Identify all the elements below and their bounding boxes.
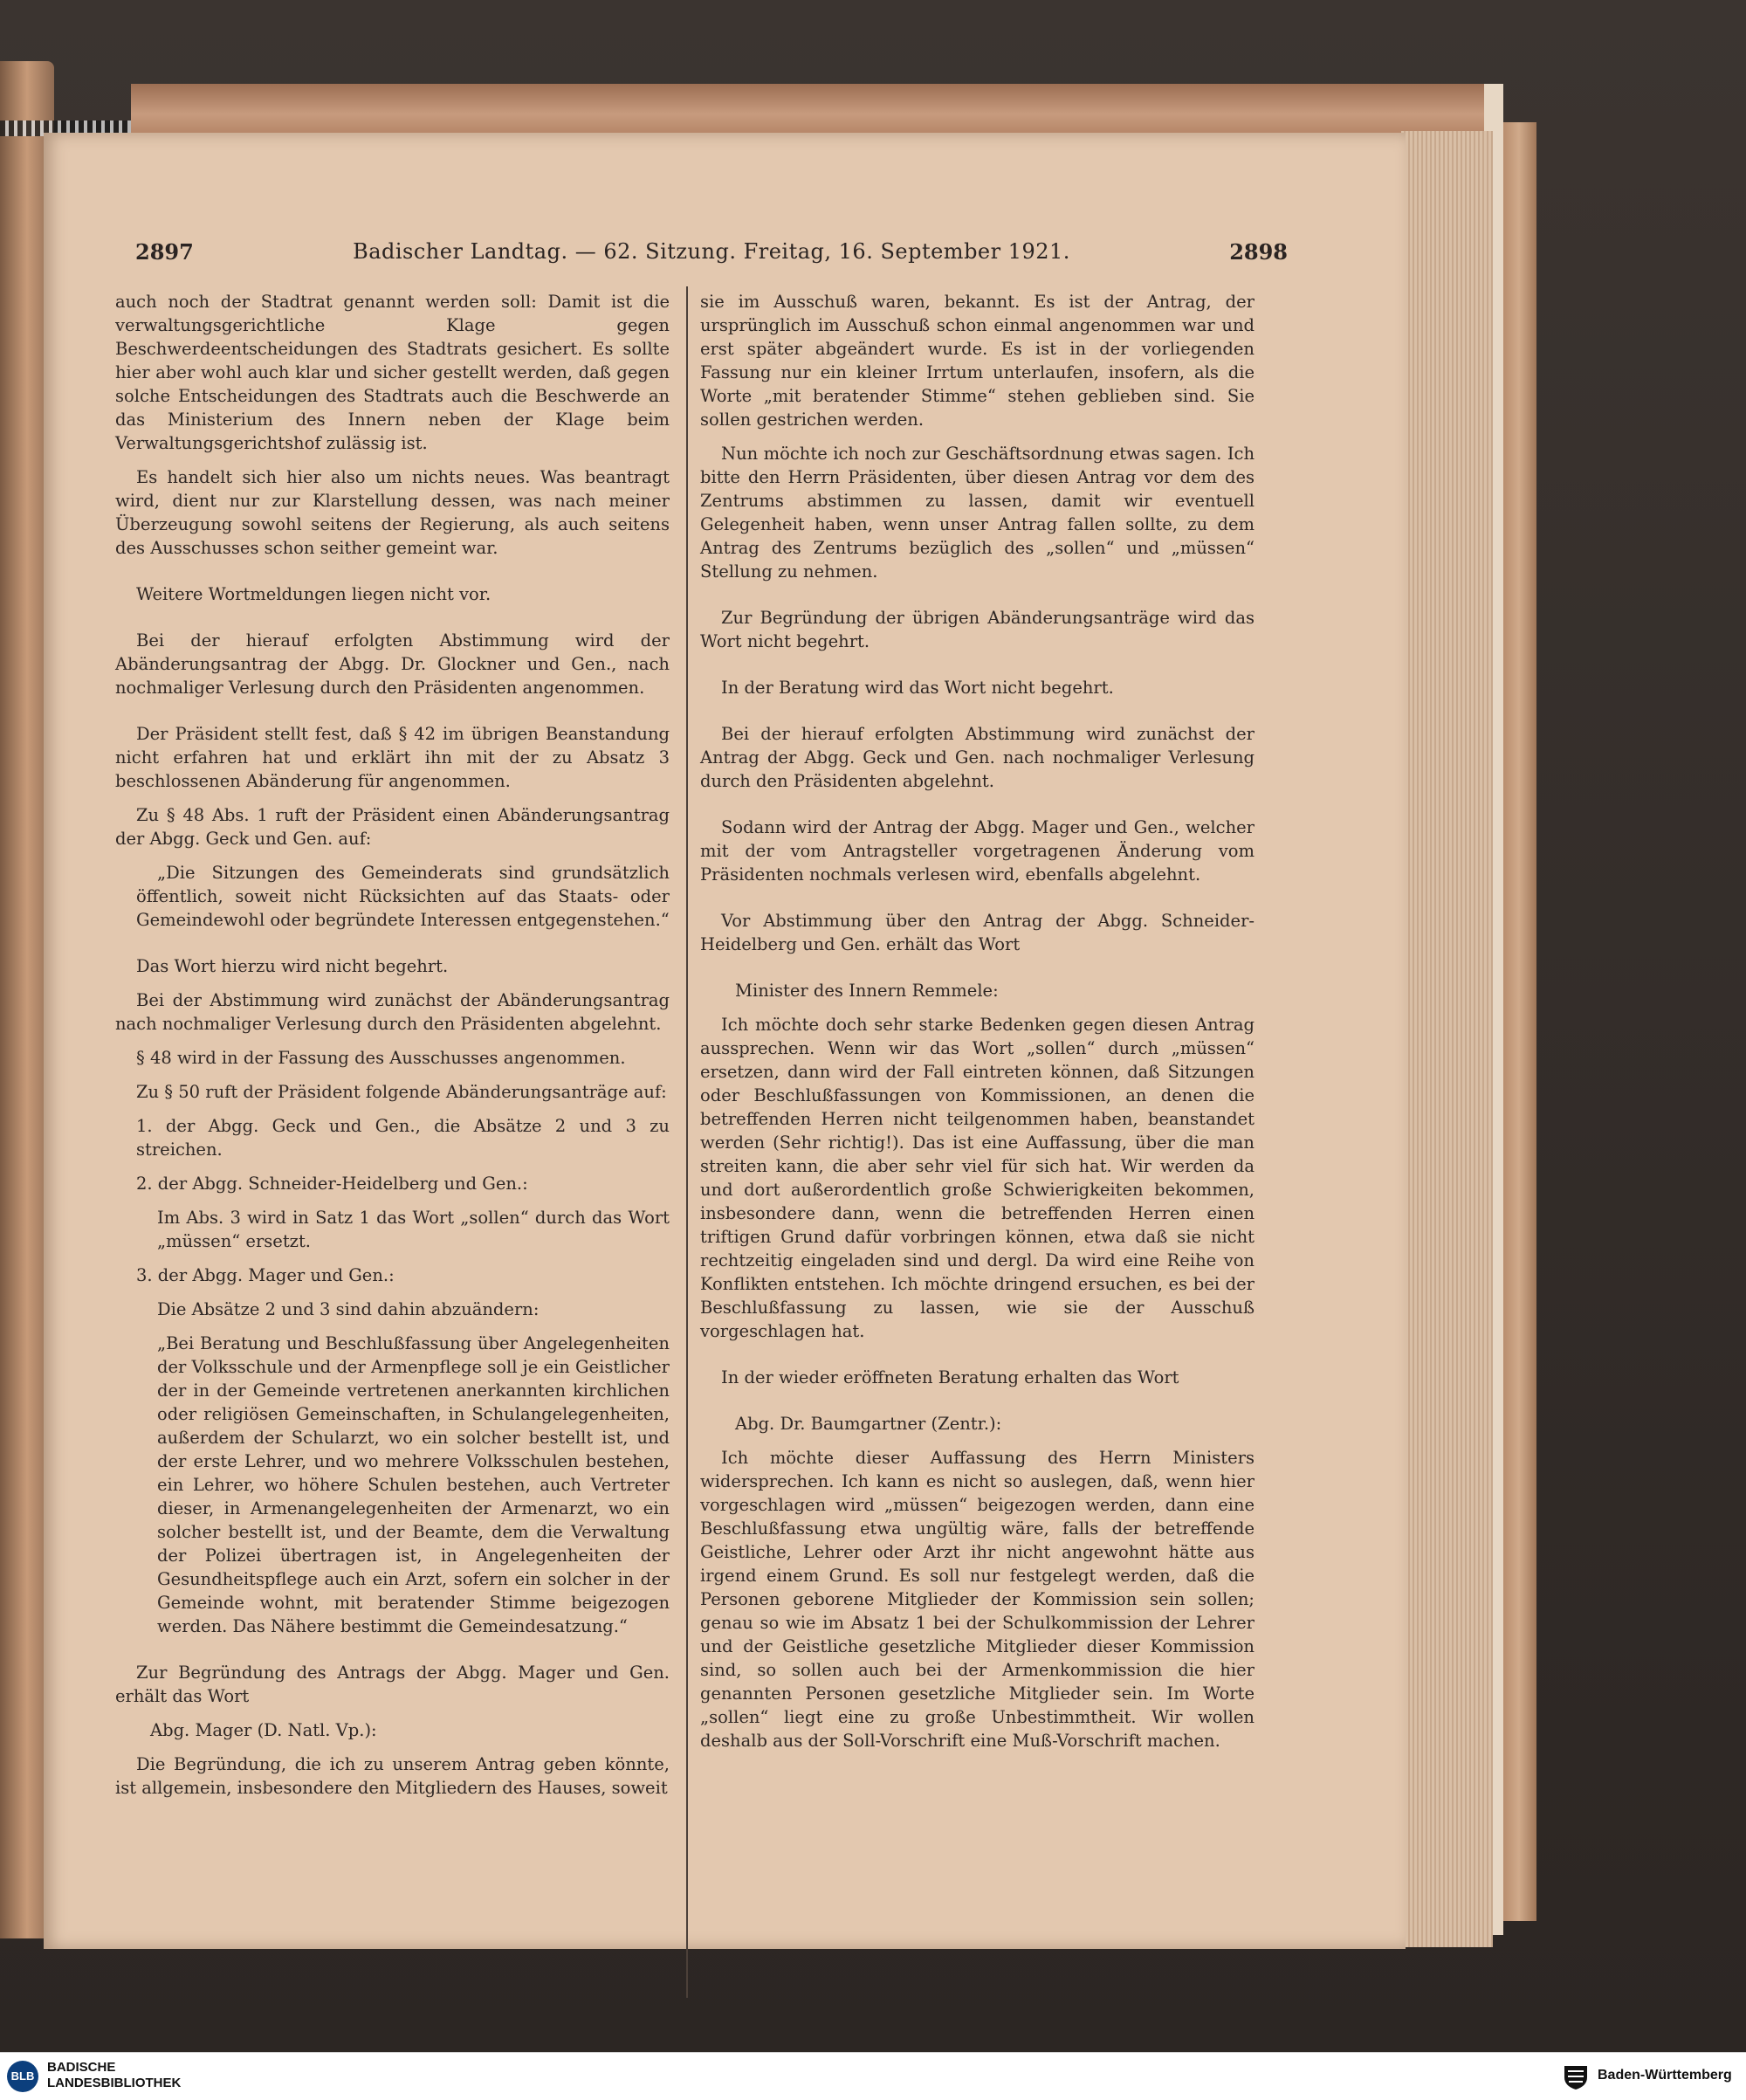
page-stack-edge	[1401, 131, 1493, 1947]
paragraph: Das Wort hierzu wird nicht begehrt.	[136, 956, 449, 976]
paragraph: In der Beratung wird das Wort nicht begehrt.	[721, 678, 1114, 698]
paragraph: Die Begründung, die ich zu unserem Antrag geben könnte, ist allgemein, insbesondere den Mitgliedern des Hauses, soweit	[115, 1754, 670, 1798]
paragraph: Zu § 48 Abs. 1 ruft der Präsident einen Abänderungsantrag der Abgg. Geck und Gen. auf:	[115, 805, 670, 849]
library-name[interactable]	[47, 2060, 181, 2091]
quoted-amendment: „Die Sitzungen des Gemeinderats sind grundsätzlich öffentlich, soweit nicht Rücksichten auf das Staats- oder Gemeindewohl oder begründete Interessen entgegenstehen.“	[136, 863, 670, 930]
column-divider	[686, 286, 688, 1998]
paragraph: Nun möchte ich noch zur Geschäftsordnung etwas sagen. Ich bitte den Herrn Präsidenten, über diesen Antrag vor dem des Zentrums abstimmen zu lassen, damit wir eventuell Gelegenheit haben, wenn unser Antrag fallen sollte, zu dem Antrag des Zentrums bezüglich des „sollen“ und „müssen“ Stellung zu nehmen.	[700, 444, 1255, 582]
paragraph: Bei der Abstimmung wird zunächst der Abänderungsantrag nach nochmaliger Verlesung durch den Präsidenten abgelehnt.	[115, 990, 670, 1034]
state-name[interactable]: Baden-Württemberg	[1598, 2068, 1732, 2083]
paragraph: Zur Begründung der übrigen Abänderungsanträge wird das Wort nicht begehrt.	[700, 608, 1255, 651]
paragraph: Sodann wird der Antrag der Abgg. Mager und Gen., welcher mit der vom Antragsteller vorgetragenen Änderung vom Präsidenten nochmals verlesen wird, ebenfalls abgelehnt.	[700, 817, 1255, 885]
list-item: 3. der Abgg. Mager und Gen.:	[136, 1265, 395, 1285]
book-top-edge	[131, 84, 1493, 134]
paragraph: Bei der hierauf erfolgten Abstimmung wird zunächst der Antrag der Abgg. Geck und Gen. nach nochmaliger Verlesung durch den Präsidenten abgelehnt.	[700, 724, 1255, 791]
paragraph: Ich möchte dieser Auffassung des Herrn Ministers widersprechen. Ich kann es nicht so auslegen, daß, wenn hier vorgeschlagen wird „müssen“ beigezogen werden, dann eine Beschlußfassung etwa ungültig wäre, falls der betreffende Geistliche, Lehrer oder Arzt ihr nicht angewohnt hätte aus irgend einem Grund. Es soll nur festgelegt werden, daß die Personen geborene Mitglieder der Kommission sein sollen; genau so wie im Absatz 1 bei der Schulkommission der Lehrer und der Geistliche gesetzliche Mitglieder dieser Kommission sind, so sollen auch bei der Armenkommission die hier genannten Personen gesetzliche Mitglieder sein. Im Worte „sollen“ liegt eine zu große Unbestimmtheit. Wir wollen deshalb aus der Soll-Vorschrift eine Muß-Vorschrift machen.	[700, 1448, 1255, 1751]
paragraph: § 48 wird in der Fassung des Ausschusses angenommen.	[136, 1048, 626, 1068]
page-number-left: 2897	[135, 239, 194, 265]
list-item: 2. der Abgg. Schneider-Heidelberg und Gen.:	[136, 1174, 528, 1194]
paragraph: Der Präsident stellt fest, daß § 42 im übrigen Beanstandung nicht erfahren hat und erklärt ihn mit der zu Absatz 3 beschlossenen Abänderung für angenommen.	[115, 724, 670, 791]
paragraph: Zur Begründung des Antrags der Abgg. Mager und Gen. erhält das Wort	[115, 1663, 670, 1706]
speaker-heading: Minister des Innern Remmele:	[735, 981, 999, 1001]
paragraph: Bei der hierauf erfolgten Abstimmung wird der Abänderungsantrag der Abgg. Dr. Glockner und Gen., nach nochmaliger Verlesung durch den Präsidenten angenommen.	[115, 630, 670, 698]
library-name-line2: LANDESBIBLIOTHEK	[47, 2076, 182, 2090]
viewer-footer	[0, 2052, 1746, 2100]
paragraph: sie im Ausschuß waren, bekannt. Es ist der Antrag, der ursprünglich im Ausschuß schon einmal angenommen war und erst später abgeändert wurde. Es ist in der vorliegenden Fassung nur ein kleiner Irrtum unterlaufen, insofern, als die Worte „mit beratender Stimme“ stehen geblieben sind. Sie sollen gestrichen werden.	[700, 292, 1255, 430]
header-title: Badischer Landtag. — 62. Sitzung. Freitag, 16. September 1921.	[353, 239, 1070, 264]
right-column	[700, 290, 1255, 1763]
library-name-line1: BADISCHE	[47, 2060, 116, 2075]
running-header	[135, 239, 1288, 274]
speaker-heading: Abg. Mager (D. Natl. Vp.):	[150, 1720, 377, 1740]
document-page	[44, 133, 1406, 1949]
paragraph: Ich möchte doch sehr starke Bedenken gegen diesen Antrag aussprechen. Wenn wir das Wort „sollen“ durch „müssen“ ersetzen, dann wird der Fall eintreten können, daß Sitzungen oder Beschlußfassungen von Kommissionen, an denen die betreffenden Herren nicht teilgenommen haben, beanstandet werden (Sehr richtig!). Das ist eine Auffassung, über die man streiten kann, die aber sehr viel für sich hat. Wir werden da und dort außerordentlich große Schwierigkeiten bekommen, insbesondere dann, wenn die betreffenden Herren einen triftigen Grund dafür vorbringen können, etwa daß sie nicht rechtzeitig eingeladen sind und dergl. Da wird eine Reihe von Konflikten entstehen. Ich möchte dringend ersuchen, es bei der Beschlußfassung zu lassen, wie sie der Ausschuß vorgeschlagen hat.	[700, 1015, 1255, 1341]
quoted-amendment: „Bei Beratung und Beschlußfassung über Angelegenheiten der Volksschule und der Armenpflege soll je ein Geistlicher der in der Gemeinde vertretenen anerkannten kirchlichen oder religiösen Gemeinschaften, in Schulangelegenheiten, außerdem der Schularzt, wo ein solcher bestellt ist, und der erste Lehrer, und wo mehrere Volksschulen bestehen, ein Lehrer, wo höhere Schulen bestehen, auch Vertreter dieser, in Armenangelegenheiten der Armenarzt, wo ein solcher bestellt ist, und der Beamte, dem die Verwaltung der Polizei übertragen ist, in Angelegenheiten der Gesundheitspflege auch ein Arzt, sofern ein solcher in der Gemeinde wohnt, mit beratender Stimme beigezogen werden. Das Nähere bestimmt die Gemeindesatzung.“	[157, 1333, 670, 1636]
paragraph: auch noch der Stadtrat genannt werden soll: Damit ist die verwaltungsgerichtliche Klage gegen Beschwerdeentscheidungen des Stadtrats gesichert. Es sollte hier aber wohl auch klar und sicher gestellt werden, daß gegen solche Entscheidungen des Stadtrats auch die Beschwerde an das Ministerium des Innern neben der Klage beim Verwaltungsgerichtshof zulässig ist.	[115, 292, 670, 453]
paragraph: Vor Abstimmung über den Antrag der Abgg. Schneider-Heidelberg und Gen. erhält das Wort	[700, 911, 1255, 954]
blb-logo-icon[interactable]: BLB	[7, 2061, 38, 2092]
paragraph: Weitere Wortmeldungen liegen nicht vor.	[136, 584, 491, 604]
speaker-heading: Abg. Dr. Baumgartner (Zentr.):	[735, 1414, 1002, 1434]
list-item: 1. der Abgg. Geck und Gen., die Absätze 2 und 3 zu streichen.	[136, 1116, 670, 1160]
paragraph: Zu § 50 ruft der Präsident folgende Abänderungsanträge auf:	[136, 1082, 667, 1102]
page-number-right: 2898	[1229, 239, 1288, 265]
list-subitem: Im Abs. 3 wird in Satz 1 das Wort „sollen“ durch das Wort „müssen“ ersetzt.	[157, 1208, 670, 1251]
baden-wuerttemberg-crest-icon[interactable]	[1561, 2062, 1591, 2091]
book-cover-board	[1502, 122, 1536, 1921]
paragraph: Es handelt sich hier also um nichts neues. Was beantragt wird, dient nur zur Klarstellung dessen, was nach meiner Überzeugung sowohl seitens der Regierung, als auch seitens des Ausschusses schon seither gemeint war.	[115, 467, 670, 558]
left-column	[115, 290, 670, 1810]
paragraph: In der wieder eröffneten Beratung erhalten das Wort	[721, 1367, 1179, 1387]
list-subitem: Die Absätze 2 und 3 sind dahin abzuändern:	[157, 1299, 540, 1319]
